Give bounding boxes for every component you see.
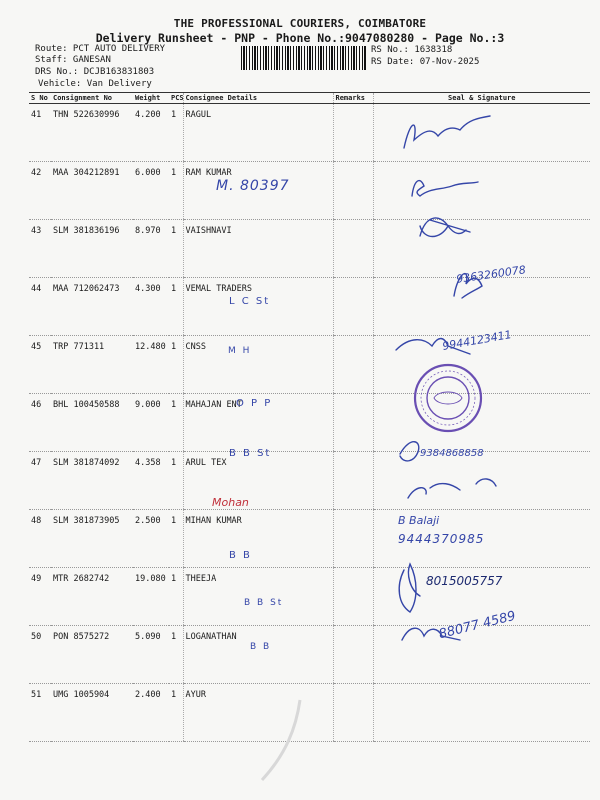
handwritten-note: L C St	[229, 296, 271, 307]
signature-45	[396, 339, 470, 355]
cell-consignee: CNSS	[183, 336, 333, 394]
cell-pcs: 1	[169, 278, 183, 336]
handwritten-note: B B	[229, 550, 252, 561]
signature-48	[400, 442, 419, 461]
signature-42	[412, 181, 478, 196]
cell-pcs: 1	[169, 684, 183, 742]
handwritten-phone: 8015005757	[426, 574, 503, 588]
company-name: THE PROFESSIONAL COURIERS, COIMBATORE	[173, 17, 427, 30]
handwritten-phone: 9944123411	[441, 328, 513, 353]
drs-label: DRS No.: DCJB163831803	[35, 67, 155, 77]
cell-consignment: SLM 381874092	[51, 452, 133, 510]
handwritten-phone: 9384868858	[420, 448, 484, 459]
cell-weight: 4.358	[133, 452, 169, 510]
col-remarks: Remarks	[333, 93, 373, 104]
signature-41	[404, 116, 490, 148]
seal-stamp	[412, 362, 484, 434]
cell-sno: 47	[29, 452, 51, 510]
cell-pcs: 1	[169, 394, 183, 452]
cell-consignee: AYUR	[183, 684, 333, 742]
cell-consignment: SLM 381836196	[51, 220, 133, 278]
cell-sno: 44	[29, 278, 51, 336]
rs-date: RS Date: 07-Nov-2025	[371, 57, 480, 67]
cell-weight: 12.480	[133, 336, 169, 394]
cell-weight: 19.080	[133, 568, 169, 626]
handwritten-note: B B	[250, 642, 272, 652]
cell-consignment: MAA 304212891	[51, 162, 133, 220]
cell-consignment: UMG 1005904	[51, 684, 133, 742]
signature-50	[399, 564, 420, 612]
rs-number: RS No.: 1638318	[371, 45, 453, 55]
handwritten-phone: 9444370985	[398, 532, 485, 546]
handwritten-phone: 9363260078	[455, 263, 527, 286]
signature-43	[420, 218, 470, 237]
cell-sno: 48	[29, 510, 51, 568]
cell-consignee: VAISHNAVI	[183, 220, 333, 278]
cell-sno: 51	[29, 684, 51, 742]
vehicle-label: Vehicle: Van Delivery	[38, 79, 152, 89]
cell-pcs: 1	[169, 452, 183, 510]
cell-consignee: MAHAJAN ENT	[183, 394, 333, 452]
cell-sno: 43	[29, 220, 51, 278]
handwritten-note: B B St	[229, 448, 272, 459]
cell-pcs: 1	[169, 104, 183, 162]
col-pcs: PCS	[171, 94, 184, 102]
signature-49	[408, 479, 496, 498]
cell-sno: 41	[29, 104, 51, 162]
cell-consignee: LOGANATHAN	[183, 626, 333, 684]
stamp-icon	[412, 362, 484, 434]
cell-consignment: TRP 771311	[51, 336, 133, 394]
cell-consignment: PON 8575272	[51, 626, 133, 684]
route-label: Route: PCT AUTO DELIVERY	[35, 44, 166, 54]
cell-consignment: BHL 100450588	[51, 394, 133, 452]
col-weight: Weight	[133, 93, 169, 104]
col-consignee: Consignee Details	[183, 93, 333, 104]
cell-consignee: VEMAL TRADERS	[183, 278, 333, 336]
col-signature: Seal & Signature	[373, 93, 590, 104]
cell-pcs: 1	[169, 162, 183, 220]
handwritten-note: M H	[228, 346, 252, 356]
cell-consignee: MIHAN KUMAR	[183, 510, 333, 568]
cell-pcs: 1	[169, 220, 183, 278]
cell-sno: 49	[29, 568, 51, 626]
cell-consignee: THEEJA	[183, 568, 333, 626]
cell-pcs: 1	[169, 626, 183, 684]
col-sno: S No	[29, 93, 51, 104]
cell-consignment: MAA 712062473	[51, 278, 133, 336]
signature-44	[454, 274, 482, 298]
col-consignment: Consignment No	[51, 93, 133, 104]
cell-consignee: RAM KUMAR	[183, 162, 333, 220]
page-fold-mark	[262, 700, 300, 780]
cell-consignee: RAGUL	[183, 104, 333, 162]
cell-sno: 45	[29, 336, 51, 394]
staff-label: Staff: GANESAN	[35, 55, 111, 65]
runsheet-title: Delivery Runsheet - PNP - Phone No.:9047080280 - Page No.:3	[95, 31, 505, 45]
handwritten-note: B B St	[244, 598, 284, 608]
cell-consignment: SLM 381873905	[51, 510, 133, 568]
handwritten-note: O P P	[236, 398, 273, 409]
cell-consignment: THN 522630996	[51, 104, 133, 162]
cell-pcs: 1	[169, 510, 183, 568]
cell-weight: 4.200	[133, 104, 169, 162]
cell-pcs: 1	[169, 336, 183, 394]
cell-weight: 2.500	[133, 510, 169, 568]
cell-pcs: 1	[169, 568, 183, 626]
cell-weight: 6.000	[133, 162, 169, 220]
cell-sno: 50	[29, 626, 51, 684]
cell-weight: 4.300	[133, 278, 169, 336]
signature-51	[402, 628, 460, 640]
handwritten-note: M. 80397	[216, 178, 290, 194]
cell-consignment: MTR 2682742	[51, 568, 133, 626]
cell-weight: 5.090	[133, 626, 169, 684]
handwritten-phone: 88077 4589	[437, 608, 518, 643]
cell-sno: 46	[29, 394, 51, 452]
cell-weight: 9.000	[133, 394, 169, 452]
cell-weight: 2.400	[133, 684, 169, 742]
handwritten-note: Mohan	[212, 496, 249, 509]
cell-sno: 42	[29, 162, 51, 220]
handwritten-signature: B Balaji	[398, 514, 440, 527]
cell-weight: 8.970	[133, 220, 169, 278]
cell-consignee: ARUL TEX	[183, 452, 333, 510]
